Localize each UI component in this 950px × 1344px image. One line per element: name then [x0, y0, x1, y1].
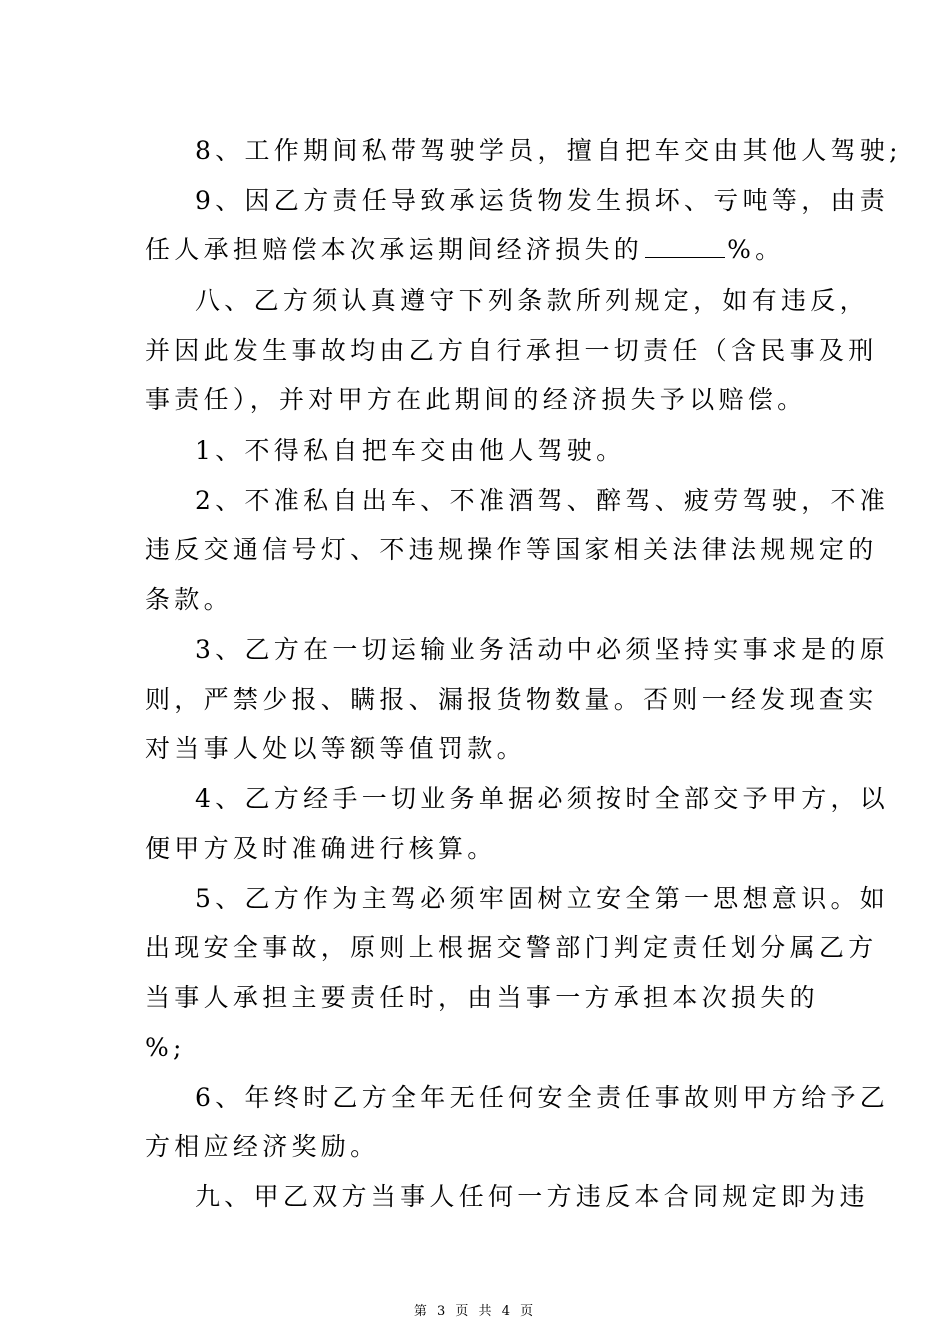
section-8-line-3: 事责任），并对甲方在此期间的经济损失予以赔偿。 [145, 385, 807, 414]
clause-9-percent: %。 [727, 235, 785, 264]
item-5-line-3: 当事人承担主要责任时，由当事一方承担本次损失的 [145, 983, 819, 1012]
item-2-line-2: 违反交通信号灯、不违规操作等国家相关法律法规规定的 [145, 535, 878, 564]
section-8-line-2: 并因此发生事故均由乙方自行承担一切责任（含民事及刑 [145, 336, 878, 365]
item-3-line-1: 3、乙方在一切运输业务活动中必须坚持实事求是的原 [195, 635, 890, 664]
section-8-line-1: 八、乙方须认真遵守下列条款所列规定，如有违反， [195, 286, 869, 315]
item-2-line-3: 条款。 [145, 585, 233, 614]
fill-in-blank [645, 233, 725, 258]
item-5-line-2: 出现安全事故，原则上根据交警部门判定责任划分属乙方 [145, 933, 878, 962]
item-6-line-2: 方相应经济奖励。 [145, 1132, 380, 1161]
item-6-line-1: 6、年终时乙方全年无任何安全责任事故则甲方给予乙 [195, 1083, 890, 1112]
page-footer: 第 3 页 共 4 页 [413, 1304, 537, 1319]
clause-9-text: 任人承担赔偿本次承运期间经济损失的 [145, 235, 644, 264]
item-5-line-4: %; [145, 1033, 186, 1062]
item-4-line-2: 便甲方及时准确进行核算。 [145, 834, 497, 863]
item-4-line-1: 4、乙方经手一切业务单据必须按时全部交予甲方，以 [195, 784, 890, 813]
item-3-line-2: 则，严禁少报、瞒报、漏报货物数量。否则一经发现查实 [145, 685, 878, 714]
clause-8-line: 8、工作期间私带驾驶学员，擅自把车交由其他人驾驶; [195, 136, 902, 165]
clause-9-line-1: 9、因乙方责任导致承运货物发生损坏、亏吨等，由责 [195, 186, 890, 215]
clause-9-line-2 [145, 232, 815, 268]
item-2-line-1: 2、不准私自出车、不准酒驾、醉驾、疲劳驾驶，不准 [195, 486, 890, 515]
item-3-line-3: 对当事人处以等额等值罚款。 [145, 734, 526, 763]
item-5-line-1: 5、乙方作为主驾必须牢固树立安全第一思想意识。如 [195, 884, 890, 913]
item-1-line: 1、不得私自把车交由他人驾驶。 [195, 436, 626, 465]
section-9-line-1: 九、甲乙双方当事人任何一方违反本合同规定即为违 [195, 1182, 869, 1211]
